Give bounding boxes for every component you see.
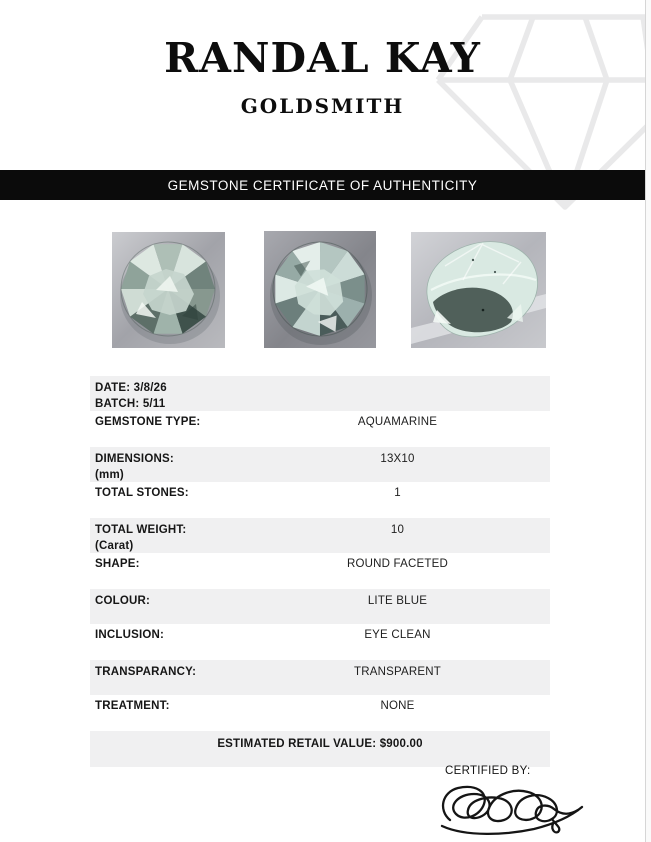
spec-label: COLOUR: [95,595,151,607]
spec-row-gemstone-type [90,411,550,434]
spec-row-treatment [90,695,550,718]
spec-value: LITE BLUE [367,595,428,607]
spec-value: ROUND FACETED [347,558,448,570]
spec-value: TRANSPARENT [354,666,441,678]
estimated-retail-value-row [90,731,550,767]
brand-subtitle: GOLDSMITH [240,94,405,118]
banner-title: GEMSTONE CERTIFICATE OF AUTHENTICITY [167,177,478,193]
spec-row-date-3-8-26 [90,376,550,411]
gem-top-view-1-image [112,232,225,348]
spec-value: NONE [380,700,415,712]
spec-value: 1 [394,487,401,499]
gem-photo-top-view-2 [264,231,376,348]
signature [436,776,588,838]
spec-value: 13X10 [380,453,415,465]
brand-name: RANDAL KAY [164,34,481,82]
estimated-retail-value-text: ESTIMATED RETAIL VALUE: $900.00 [217,738,423,750]
spec-value: EYE CLEAN [364,629,431,641]
spec-row-colour [90,589,550,624]
spec-value: 10 [390,524,405,536]
spec-table [90,376,550,767]
spec-label: INCLUSION: [95,629,165,641]
spec-row-total-weight [90,518,550,553]
spec-label: TRANSPARANCY: [95,666,197,678]
spec-value [245,376,550,380]
spec-row-shape [90,553,550,576]
gem-photo-side-view [411,232,546,348]
spec-label: TOTAL STONES: [95,487,189,499]
spec-label: TOTAL WEIGHT: (Carat) [95,524,187,552]
spec-label: GEMSTONE TYPE: [95,416,201,428]
gem-top-view-2-image [264,231,376,348]
spec-row-inclusion [90,624,550,647]
spec-row-transparancy [90,660,550,695]
certified-by-label: CERTIFIED BY: [445,765,531,777]
certificate-banner [0,170,645,200]
spec-label: DIMENSIONS: (mm) [95,453,174,481]
spec-label: SHAPE: [95,558,140,570]
spec-label: DATE: 3/8/26 BATCH: 5/11 [95,382,167,410]
spec-label: TREATMENT: [95,700,170,712]
gem-photo-top-view-1 [112,232,225,348]
spec-value: AQUAMARINE [357,416,438,428]
spec-row-dimensions [90,447,550,482]
spec-row-total-stones [90,482,550,505]
gem-side-view-image [411,232,546,348]
